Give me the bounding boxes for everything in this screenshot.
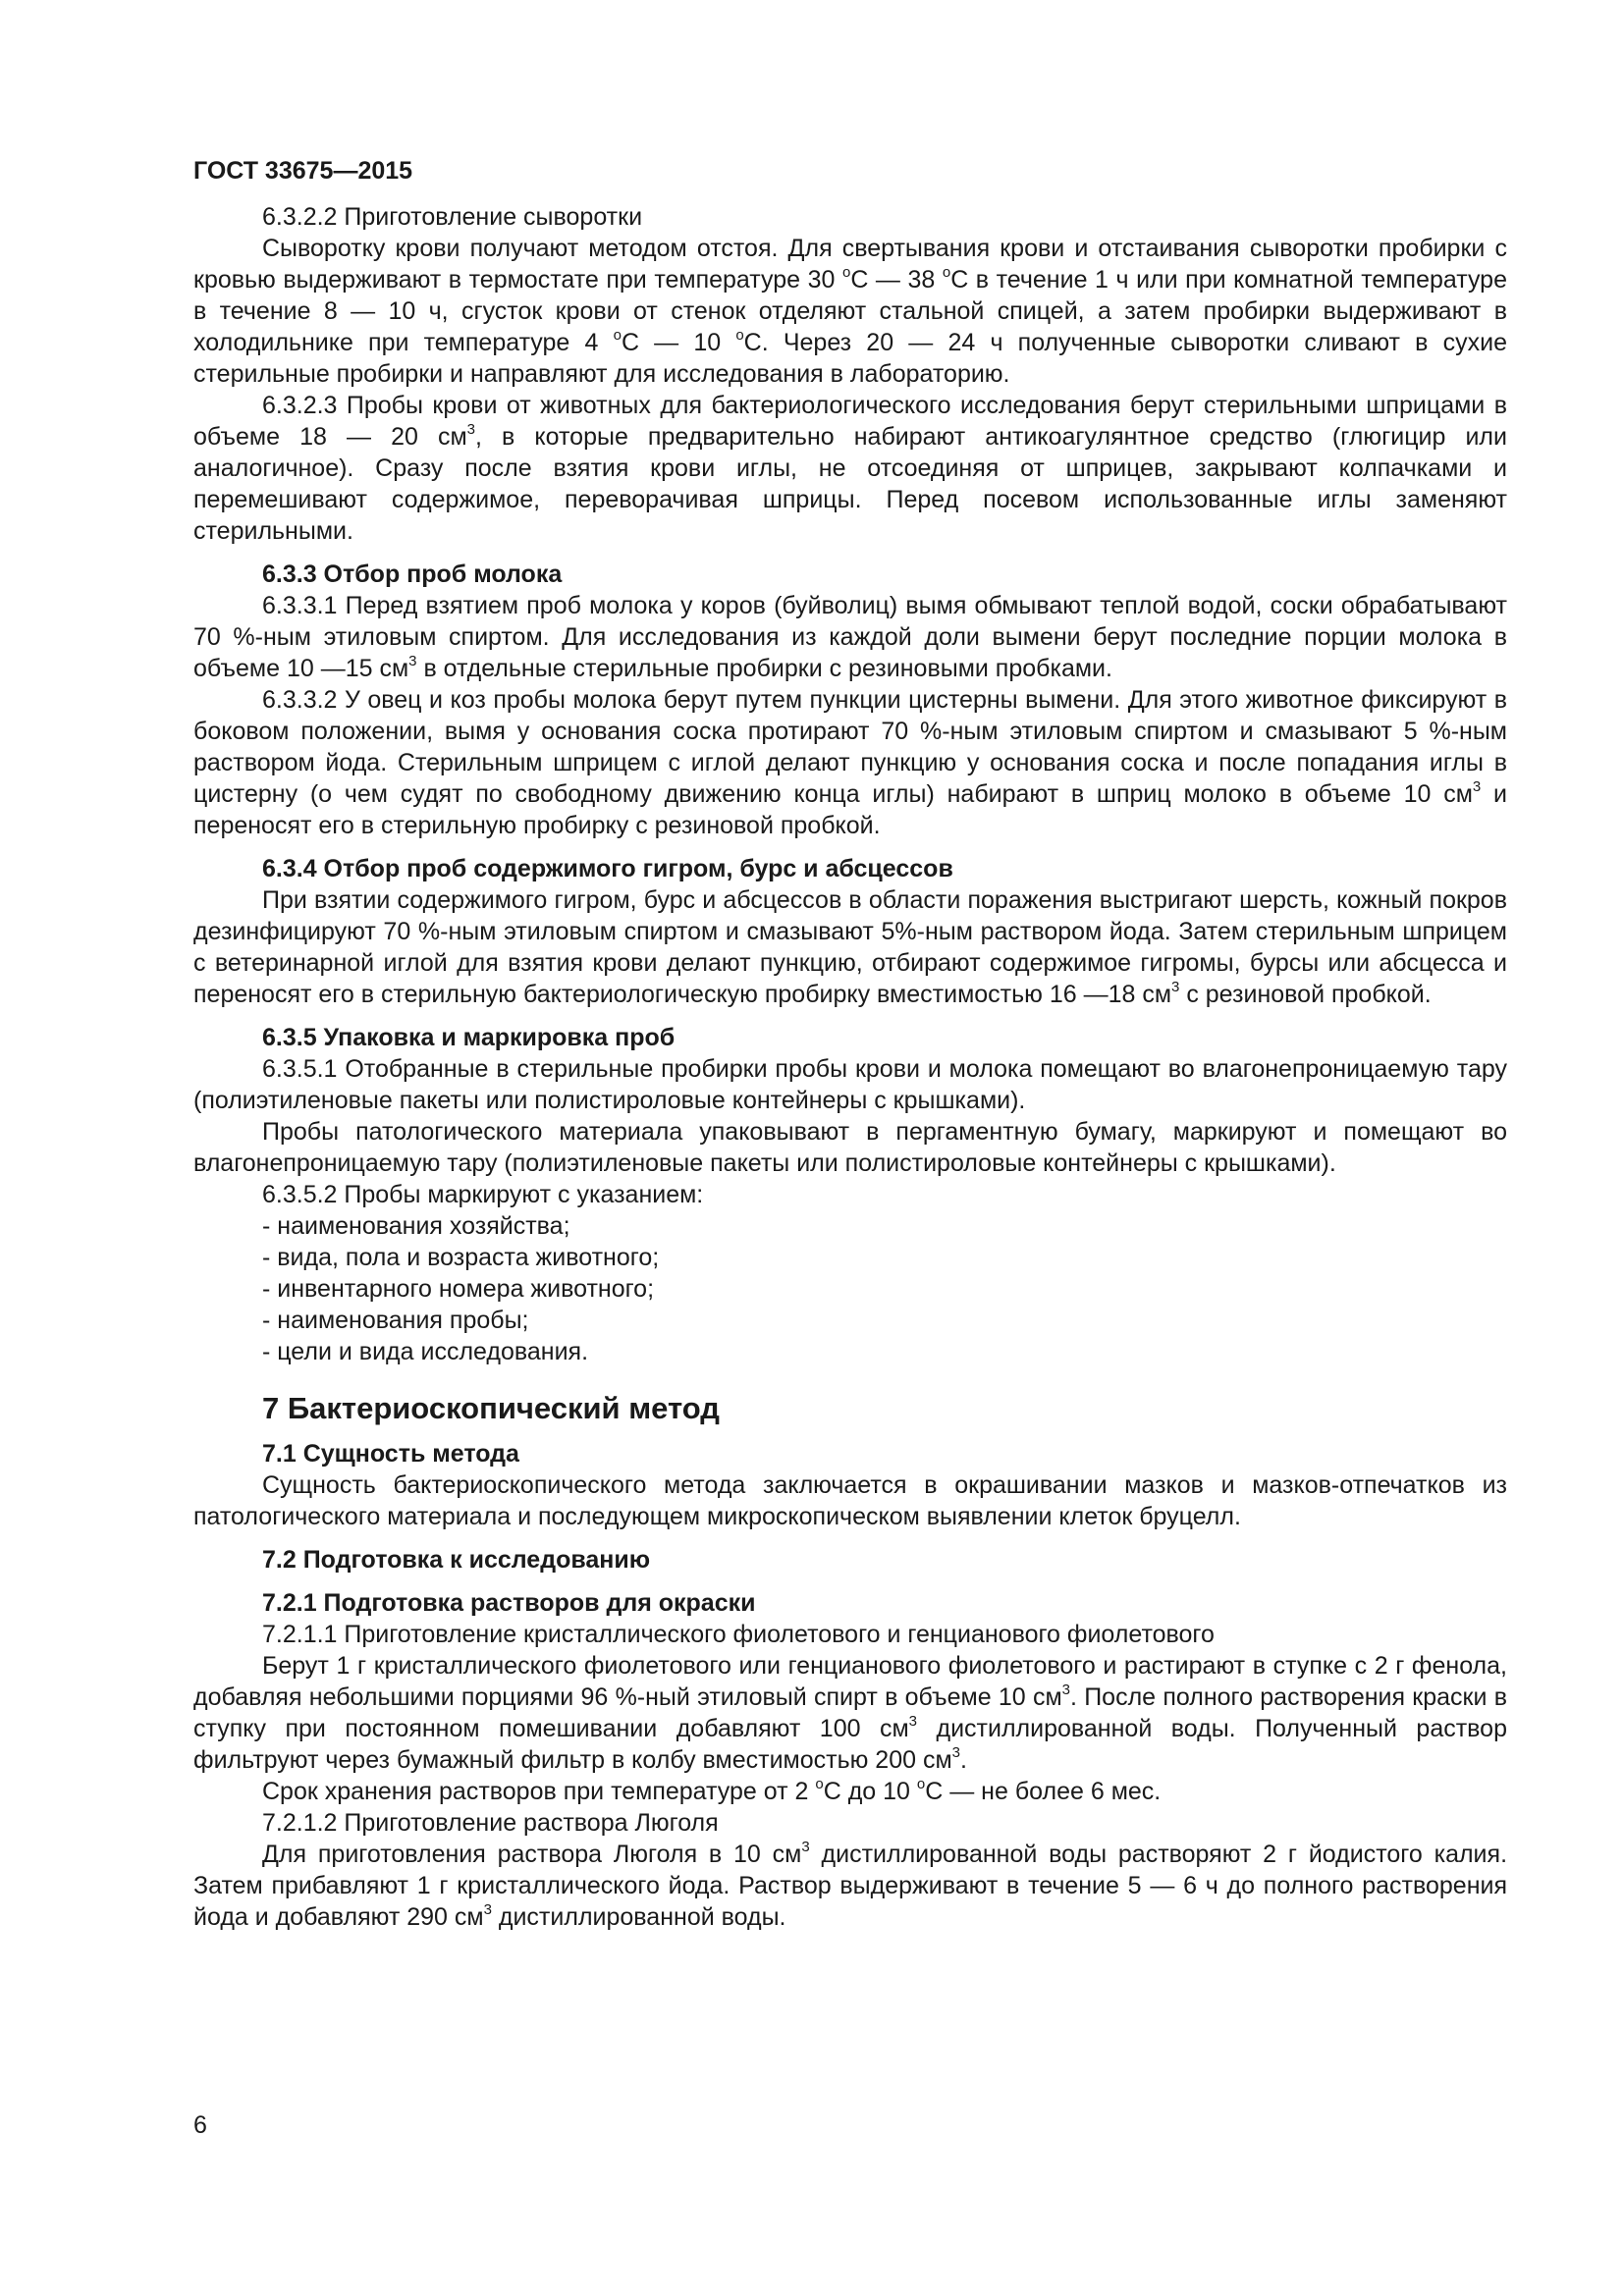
paragraph: 6.3.2.3 Пробы крови от животных для бактериологического исследования берут стерильными шприцами в объеме 18 — 20 $см^3$, в которые предварительно набирают антикоагулянтное средство (глюгицир или аналогичное). Сразу после взятия крови иглы, не отсоединяя от шприцев, закрывают колпачками и перемешивают содержимое, переворачивая шприцы. Перед посевом использованные иглы заменяют стерильными. <box>193 392 1507 545</box>
paragraph: При взятии содержимого гигром, бурс и абсцессов в области поражения выстригают шерсть, кожный покров дезинфицируют 70 %-ным этиловым спиртом и смазывают 5%-ным раствором йода. Затем стерильным шприцем с ветеринарной иглой для взятия крови делают пункцию, отбирают содержимое гигромы, бурсы или абсцесса и переносят его в стерильную бактериологическую пробирку вместимостью 16 —18 $см^3$ с резиновой пробкой. <box>193 886 1507 1008</box>
paragraph: 6.3.3.1 Перед взятием проб молока у коров (буйволиц) вымя обмывают теплой водой, соски обрабатывают 70 %-ным этиловым спиртом. Для исследования из каждой доли вымени берут последние порции молока в объеме 10 —15 $см^3$ в отдельные стерильные пробирки с резиновыми пробками. <box>193 592 1507 682</box>
paragraph: Сущность бактериоскопического метода заключается в окрашивании мазков и мазков-отпечатков из патологического материала и последующем микроскопическом выявлении клеток бруцелл. <box>193 1471 1507 1530</box>
paragraph: Берут 1 г кристаллического фиолетового или генцианового фиолетового и растирают в ступке с 2 г фенола, добавляя небольшими порциями 96 %-ный этиловый спирт в объеме 10 $см^3$. После полного растворения краски в ступку при постоянном помешивании добавляют 100 $см^3$ дистиллированной воды. Полученный раствор фильтруют через бумажный фильтр в колбу вместимостью 200 $см^3$. <box>193 1652 1507 1774</box>
document-body <box>193 201 1507 1933</box>
list-item: - инвентарного номера животного; <box>262 1275 655 1303</box>
section-heading: 7.2.1 Подготовка растворов для окраски <box>262 1589 756 1617</box>
paragraph: Пробы патологического материала упаковывают в пергаментную бумагу, маркируют и помещают во влагонепроницаемую тару (полиэтиленовые пакеты или полистироловые контейнеры с крышками). <box>193 1118 1507 1177</box>
section-heading: 6.3.5 Упаковка и маркировка проб <box>262 1024 676 1051</box>
list-item: - наименования пробы; <box>262 1307 529 1334</box>
paragraph: Сыворотку крови получают методом отстоя. Для свертывания крови и отстаивания сыворотки пробирки с кровью выдерживают в термостате при температуре 30 $^о$С — 38 $^о$С в течение 1 ч или при комнатной температуре в течение 8 — 10 ч, сгусток крови от стенок отделяют стальной спицей, а затем пробирки выдерживают в холодильнике при температуре 4 $^о$С — 10 $^о$С. Через 20 — 24 ч полученные сыворотки сливают в сухие стерильные пробирки и направляют для исследования в лабораторию. <box>193 235 1507 388</box>
section-heading: 7.1 Сущность метода <box>262 1440 519 1468</box>
chapter-heading: 7 Бактериоскопический метод <box>262 1391 720 1425</box>
list-item: - цели и вида исследования. <box>262 1338 589 1365</box>
section-heading: 7.2 Подготовка к исследованию <box>262 1546 651 1574</box>
paragraph: 7.2.1.1 Приготовление кристаллического фиолетового и генцианового фиолетового <box>262 1621 1215 1648</box>
paragraph: 6.3.5.1 Отобранные в стерильные пробирки пробы крови и молока помещают во влагонепроницаемую тару (полиэтиленовые пакеты или полистироловые контейнеры с крышками). <box>193 1055 1507 1114</box>
paragraph: 7.2.1.2 Приготовление раствора Люголя <box>262 1809 719 1837</box>
section-heading: 6.3.4 Отбор проб содержимого гигром, бурс и абсцессов <box>262 855 953 882</box>
paragraph: Для приготовления раствора Люголя в 10 $см^3$ дистиллированной воды растворяют 2 г йодистого калия. Затем прибавляют 1 г кристаллического йода. Раствор выдерживают в течение 5 — 6 ч до полного растворения йода и добавляют 290 $см^3$ дистиллированной воды. <box>193 1839 1508 1931</box>
section-heading: 6.3.3 Отбор проб молока <box>262 561 563 588</box>
page-number: 6 <box>193 2111 207 2139</box>
paragraph: 6.3.3.2 У овец и коз пробы молока берут путем пункции цистерны вымени. Для этого животное фиксируют в боковом положении, вымя у основания соска протирают 70 %-ным этиловым спиртом и смазывают 5 %-ным раствором йода. Стерильным шприцем с иглой делают пункцию у основания соска и после попадания иглы в цистерну (о чем судят по свободному движению конца иглы) набирают в шприц молоко в объеме 10 $см^3$ и переносят его в стерильную пробирку с резиновой пробкой. <box>193 686 1507 839</box>
paragraph: 6.3.2.2 Приготовление сыворотки <box>262 203 643 231</box>
paragraph: 6.3.5.2 Пробы маркируют с указанием: <box>262 1181 704 1208</box>
list-item: - вида, пола и возраста животного; <box>262 1244 660 1271</box>
paragraph: Срок хранения растворов при температуре от 2 $^о$С до 10 $^о$С — не более 6 мес. <box>262 1776 1162 1805</box>
document-header: ГОСТ 33675—2015 <box>193 157 413 185</box>
list-item: - наименования хозяйства; <box>262 1212 570 1240</box>
